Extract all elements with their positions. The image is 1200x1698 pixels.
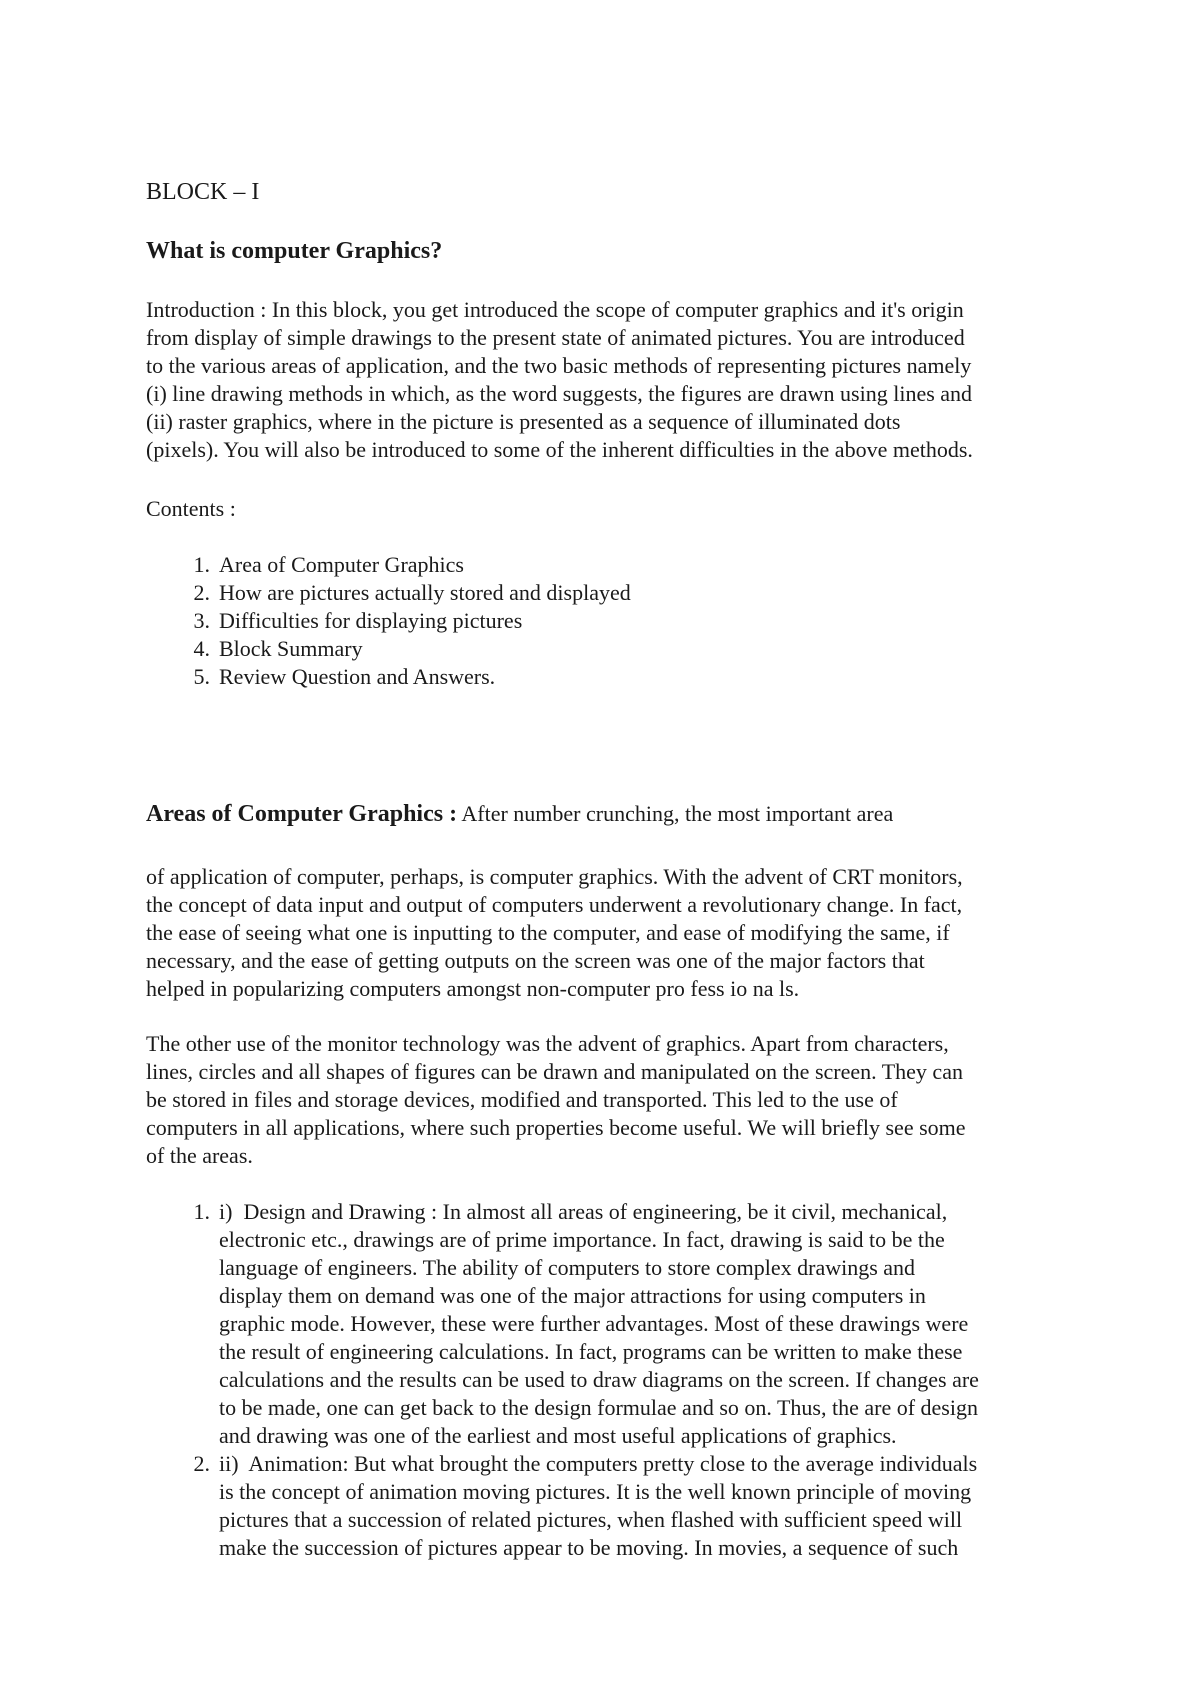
paragraph-line: necessary, and the ease of getting outputs on the screen was one of the major factors that	[146, 948, 925, 973]
areas-heading-title: Areas of Computer Graphics :	[146, 801, 458, 827]
paragraph-line: of the areas.	[146, 1143, 253, 1168]
paragraph-line: the concept of data input and output of computers underwent a revolutionary change. In fact,	[146, 892, 963, 917]
intro-line: to the various areas of application, and the two basic methods of representing pictures namely	[146, 353, 972, 378]
contents-item	[193, 579, 631, 607]
intro-paragraph	[146, 296, 1076, 464]
contents-item	[193, 635, 631, 663]
contents-item	[193, 551, 631, 579]
contents-item-text: Difficulties for displaying pictures	[219, 608, 523, 633]
paragraph-line: be stored in files and storage devices, modified and transported. This led to the use of	[146, 1087, 898, 1112]
contents-item	[193, 607, 631, 635]
areas-list	[193, 1198, 1099, 1562]
contents-label: Contents :	[146, 496, 236, 521]
paragraph-line: of application of computer, perhaps, is computer graphics. With the advent of CRT monitors,	[146, 864, 963, 889]
paragraph-line: the ease of seeing what one is inputting to the computer, and ease of modifying the same, if	[146, 920, 950, 945]
area-item-line: and drawing was one of the earliest and most useful applications of graphics.	[219, 1423, 897, 1448]
contents-item-number: 4.	[193, 636, 210, 661]
area-item-line: is the concept of animation moving pictures. It is the well known principle of moving	[219, 1479, 972, 1504]
intro-line: (pixels). You will also be introduced to some of the inherent difficulties in the above methods.	[146, 437, 973, 462]
areas-heading	[146, 800, 893, 828]
area-item-line: the result of engineering calculations. In fact, programs can be written to make these	[219, 1339, 963, 1364]
paragraph-line: helped in popularizing computers amongst non-computer pro fess io na ls.	[146, 976, 800, 1001]
intro-line: (ii) raster graphics, where in the picture is presented as a sequence of illuminated dots	[146, 409, 901, 434]
area-item-line: electronic etc., drawings are of prime importance. In fact, drawing is said to be the	[219, 1227, 945, 1252]
area-item-line: graphic mode. However, these were further advantages. Most of these drawings were	[219, 1311, 969, 1336]
block-title: BLOCK – I	[146, 179, 260, 205]
contents-item-text: Block Summary	[219, 636, 363, 661]
area-item-line: make the succession of pictures appear to be moving. In movies, a sequence of such	[219, 1535, 959, 1560]
area-item-line: language of engineers. The ability of computers to store complex drawings and	[219, 1255, 916, 1280]
area-item-line: to be made, one can get back to the design formulae and so on. Thus, the are of design	[219, 1395, 978, 1420]
paragraph-line: lines, circles and all shapes of figures can be drawn and manipulated on the screen. They can	[146, 1059, 963, 1084]
area-item-line: pictures that a succession of related pictures, when flashed with sufficient speed will	[219, 1507, 963, 1532]
contents-item-number: 5.	[193, 664, 210, 689]
areas-paragraph-1	[146, 863, 1076, 1003]
area-item-design-drawing	[193, 1198, 1099, 1450]
area-item-line: display them on demand was one of the major attractions for using computers in	[219, 1283, 926, 1308]
paragraph-line: computers in all applications, where such properties become useful. We will briefly see some	[146, 1115, 966, 1140]
contents-item-text: Area of Computer Graphics	[219, 552, 464, 577]
intro-line: Introduction : In this block, you get introduced the scope of computer graphics and it's origin	[146, 297, 964, 322]
contents-item-number: 3.	[193, 608, 210, 633]
contents-list	[193, 551, 631, 691]
area-item-line: ii) Animation: But what brought the computers pretty close to the average individuals	[219, 1451, 978, 1476]
intro-line: (i) line drawing methods in which, as the word suggests, the figures are drawn using lines and	[146, 381, 973, 406]
area-item-number: 1.	[193, 1199, 210, 1224]
contents-item-number: 2.	[193, 580, 210, 605]
area-item-line: i) Design and Drawing : In almost all areas of engineering, be it civil, mechanical,	[219, 1199, 948, 1224]
page-heading: What is computer Graphics?	[146, 238, 443, 264]
intro-line: from display of simple drawings to the present state of animated pictures. You are introduced	[146, 325, 965, 350]
areas-heading-text: After number crunching, the most important area	[457, 801, 894, 826]
area-item-number: 2.	[193, 1451, 210, 1476]
contents-item-number: 1.	[193, 552, 210, 577]
contents-item	[193, 663, 631, 691]
area-item-line: calculations and the results can be used to draw diagrams on the screen. If changes are	[219, 1367, 979, 1392]
contents-item-text: How are pictures actually stored and displayed	[219, 580, 631, 605]
paragraph-line: The other use of the monitor technology was the advent of graphics. Apart from characters,	[146, 1031, 949, 1056]
contents-item-text: Review Question and Answers.	[219, 664, 496, 689]
area-item-animation	[193, 1450, 1099, 1562]
areas-paragraph-2	[146, 1030, 1076, 1170]
